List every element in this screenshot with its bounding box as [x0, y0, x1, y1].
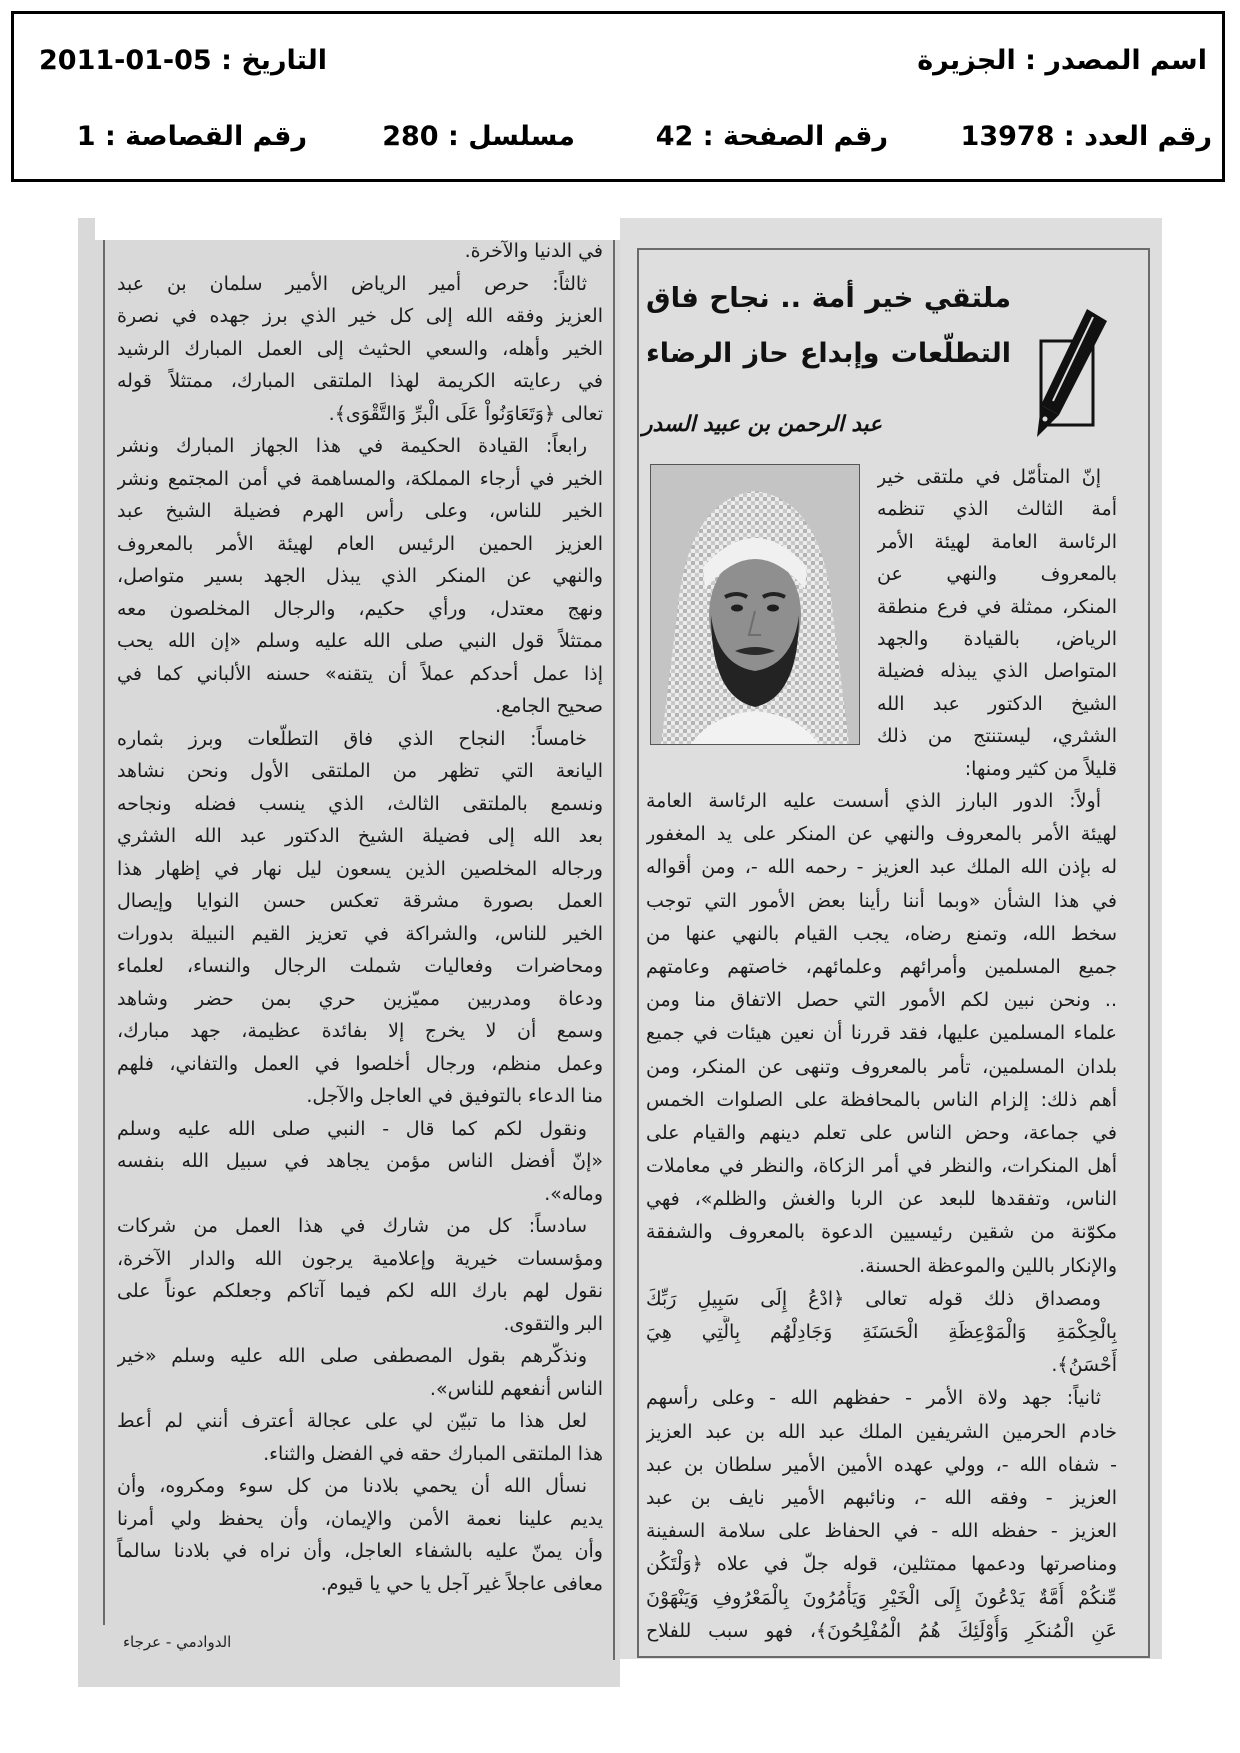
article-line: ودعاة ومدربين مميّزين حري بمن حضر وشاهد — [117, 987, 603, 1010]
article-line: العزيز - وفقه الله -، ونائبهم الأمير نايف بن عبد — [646, 1486, 1117, 1509]
article-line: علماء المسلمين عليها، فقد قررنا أن نعين هيئات في جميع — [646, 1022, 1117, 1045]
article-line: خادم الحرمين الشريفين الملك عبد الله بن عبد العزيز — [646, 1420, 1117, 1443]
article-line: مِّنكُمْ أُمَّةٌ يَدْعُونَ إِلَى الْخَيْرِ وَيَأْمُرُونَ بِالْمَعْرُوفِ وَيَنْهَوْنَ — [646, 1586, 1117, 1609]
article-line: العمل بصورة مشرقة تعكس حسن النوايا وإيصال — [117, 890, 603, 912]
field-separator: : — [447, 121, 459, 152]
article-line: ونقول لكم كما قال - النبي صلى الله عليه وسلم — [117, 1117, 587, 1140]
article-signature: الدوادمي - عرجاء — [123, 1633, 232, 1651]
article-left-column — [117, 235, 603, 1600]
article-line: أمة الثالث الذي تنظمه — [877, 498, 1117, 521]
article-line: ونسمع بالملتقى الثالث، الذي ينسب فضله ونجاحه — [117, 792, 603, 815]
article-line: ونذكّرهم بقول المصطفى صلى الله عليه وسلم «خير — [117, 1345, 587, 1367]
article-line: والإنكار باللين والموعظة الحسنة. — [859, 1254, 1117, 1277]
article-paragraph — [877, 461, 1117, 785]
article-intro-column — [877, 461, 1117, 785]
issue-value: 13978 — [960, 121, 1055, 152]
clipping-field — [77, 121, 307, 153]
article-line: ومناصرتها ودعمها ممتثلين، قوله جلّ في علاه ﴿وَلْتَكُن — [646, 1553, 1117, 1576]
field-separator: : — [104, 121, 116, 152]
source-label: اسم المصدر — [1045, 45, 1207, 76]
field-separator: : — [1063, 121, 1075, 152]
article-line: أولاً: الدور البارز الذي أسست عليه الرئاسة العامة — [646, 790, 1101, 812]
article-line: الخير وأهله، والسعي الحثيث إلى العمل المبارك الرشيد — [117, 337, 603, 360]
article-line: العزيز وفقه الله إلى كل خير الذي برز جهده في نصرة — [117, 305, 603, 327]
article-line: يديم علينا نعمة الأمن والإيمان، وأن يحفظ ولي أمرنا — [117, 1507, 603, 1530]
article-line: ثانياً: جهد ولاة الأمر - حفظهم الله - وعلى رأسهم — [646, 1387, 1101, 1410]
article-line: اليانعة التي تظهر من الملتقى الأول ونحن نشاهد — [117, 760, 603, 782]
article-paragraph — [117, 268, 603, 431]
article-line: الناس أنفعهم للناس». — [429, 1377, 603, 1400]
article-line: في الدنيا والآخرة. — [464, 240, 603, 262]
article-line: وأن يمنّ عليه بالشفاء العاجل، وأن نراه في بلادنا سالماً — [117, 1540, 603, 1562]
article-line: ثالثاً: حرص أمير الرياض الأمير سلمان بن عبد — [117, 272, 587, 295]
article-line: في هذا الشأن «وبما أننا رأينا بعض الأمور التي توجب — [646, 889, 1117, 912]
article-line: الخير في أرجاء المملكة، والمساهمة في أمن المجتمع ونشر — [117, 467, 603, 490]
article-line: قليلاً من كثير ومنها: — [964, 757, 1117, 780]
article-paragraph — [117, 723, 603, 1113]
article-line: «إنّ أفضل الناس مؤمن يجاهد في سبيل الله بنفسه — [117, 1150, 603, 1172]
article-line: منا الدعاء بالتوفيق في العاجل والآجل. — [306, 1085, 603, 1107]
article-line: وعمل منظم، ورجال أخلصوا في العمل والتفاني، فلهم — [117, 1052, 603, 1075]
article-line: رابعاً: القيادة الحكيمة في هذا الجهاز المبارك ونشر — [117, 435, 587, 457]
article-line: الخير للناس، وعلى رأس الهرم فضيلة الشيخ عبد — [117, 500, 603, 522]
article-line: له بإذن الله الملك عبد العزيز - رحمه الله -، ومن أقواله — [646, 856, 1117, 879]
article-author: عبد الرحمن بن عبيد السدر — [642, 412, 882, 437]
article-paragraph — [117, 1470, 603, 1600]
article-line: البر والتقوى. — [503, 1312, 603, 1335]
article-paragraph — [117, 1405, 603, 1470]
article-paragraph — [117, 235, 603, 268]
article-line: بعد الله إلى فضيلة الشيخ الدكتور عبد الله الشثري — [117, 825, 603, 847]
article-line: ومؤسسات خيرية وإعلامية يرجون الله والدار الآخرة، — [117, 1247, 603, 1270]
article-line: وماله». — [544, 1182, 603, 1205]
issue-field — [961, 121, 1212, 153]
article-line: الرياض، بالقيادة والجهد — [877, 627, 1117, 650]
article-title-line-1: ملتقي خير أمة .. نجاح فاق — [646, 282, 1011, 314]
serial-value: 280 — [382, 121, 439, 152]
article-paragraph — [117, 430, 603, 723]
article-line: صحيح الجامع. — [495, 695, 603, 717]
article-line: المنكر، ممثلة في فرع منطقة — [877, 595, 1117, 618]
article-line: ورجاله المخلصين الذين يسعون ليل نهار في إظهار هذا — [117, 857, 603, 880]
article-line: العزيز الحمين الرئيس العام لهيئة الأمر بالمعروف — [117, 532, 603, 555]
serial-label: مسلسل — [468, 121, 575, 152]
article-line: في جماعة، وحض الناس على تعلم دينهم والقيام على — [646, 1121, 1117, 1144]
article-right-column — [646, 785, 1117, 1648]
serial-field — [382, 121, 575, 153]
article-line: الخير للناس، والشراكة في تعزيز القيم النبيلة بدورات — [117, 922, 603, 945]
article-line: أهم ذلك: إلزام الناس بالمحافظة على الصلوات الخمس — [646, 1088, 1117, 1111]
article-line: ممتثلاً قول النبي صلى الله عليه وسلم «إن الله يحب — [117, 630, 603, 652]
column-rule-middle — [613, 240, 615, 1660]
clipping-value: 1 — [76, 121, 96, 152]
article-line: سخط الله، وتمنع رضاه، يجب القيام بالنهي عنها من — [646, 922, 1117, 945]
article-line: إذا عمل أحدكم عملاً أن يتقنه» حسنه الألباني كما في — [117, 662, 603, 685]
source-value: الجزيرة — [917, 45, 1016, 76]
article-title-line-2: التطلّعات وإبداع حاز الرضاء — [646, 338, 1011, 369]
date-value: 2011-01-05 — [39, 45, 212, 76]
article-line: وسمع أن لا يخرج إلا بفائدة عظيمة، جهد مبارك، — [117, 1020, 603, 1042]
clipping-label: رقم القصاصة — [125, 121, 307, 152]
date-field — [39, 45, 327, 77]
article-line: الشثري، ليستنتج من ذلك — [877, 725, 1117, 748]
article-line: نسأل الله أن يحمي بلادنا من كل سوء ومكروه، وأن — [117, 1475, 587, 1497]
article-line: في رعايته الكريمة لهذا الملتقى المبارك، ممتثلاً قوله — [117, 370, 603, 392]
page-value: 42 — [655, 121, 694, 152]
article-line: ومحاضرات وفعاليات شملت الرجال والنساء، لعلماء — [117, 955, 603, 977]
article-paragraph — [646, 1382, 1117, 1648]
article-line: عَنِ الْمُنكَرِ وَأُوْلَئِكَ هُمُ الْمُفْلِحُونَ﴾، فهو سبب للفلاح — [646, 1619, 1117, 1642]
article-line: العزيز - حفظه الله - في الحفاظ على سلامة السفينة — [646, 1520, 1117, 1543]
article-line: نقول لهم بارك الله لكم فيما آتاكم وجعلكم عوناً على — [117, 1280, 603, 1302]
article-line: المتواصل الذي يبذله فضيلة — [877, 660, 1117, 683]
article-line: خامساً: النجاح الذي فاق التطلّعات وبرز بثماره — [117, 727, 587, 750]
article-line: ومصداق ذلك قوله تعالى ﴿ادْعُ إِلَى سَبِيلِ رَبِّكَ — [646, 1287, 1101, 1310]
article-line: الشيخ الدكتور عبد الله — [877, 692, 1117, 715]
issue-label: رقم العدد — [1084, 121, 1212, 152]
author-photo — [650, 464, 860, 745]
article-line: - شفاه الله -، وولي عهده الأمين الأمير سلطان بن عبد — [646, 1453, 1117, 1476]
article-line: مكوّنة من شقين رئيسيين الدعوة بالمعروف والشفقة — [646, 1221, 1117, 1244]
article-line: الناس، وتفقدها للبعد عن الربا والغش والظلم»، فهي — [646, 1188, 1117, 1211]
page-label: رقم الصفحة — [722, 121, 888, 152]
page-field — [656, 121, 888, 153]
article-line: جميع المسلمين وأمرائهم وعلمائهم، خاصتهم وعامتهم — [646, 955, 1117, 978]
article-line: أهل المنكرات، والنظر في أمر الزكاة، والنظر في معاملات — [646, 1155, 1117, 1178]
source-field — [917, 45, 1207, 77]
article-line: لعل هذا ما تبيّن لي على عجالة أعترف أنني لم أعط — [117, 1410, 587, 1432]
article-line: إنّ المتأمّل في ملتقى خير — [877, 466, 1101, 488]
column-rule-left — [103, 240, 105, 1625]
article-line: تعالى ﴿وَتَعَاوَنُواْ عَلَى الْبرِّ وَالتَّقْوَى﴾. — [328, 402, 603, 425]
field-separator: : — [702, 121, 714, 152]
article-line: هذا الملتقى المبارك حقه في الفضل والثناء. — [263, 1442, 603, 1465]
article-line: سادساً: كل من شارك في هذا العمل من شركات — [117, 1215, 587, 1237]
clipping-metadata-box — [11, 11, 1225, 182]
article-paragraph — [646, 1283, 1117, 1383]
pen-icon — [1027, 307, 1111, 441]
article-line: بلدان المسلمين، تأمر بالمعروف وتنهى عن المنكر، ومن — [646, 1055, 1117, 1078]
article-paragraph — [117, 1340, 603, 1405]
article-line: لهيئة الأمر بالمعروف والنهي عن المنكر على يد المغفور — [646, 823, 1117, 846]
article-paragraph — [646, 785, 1117, 1283]
article-line: أَحْسَنُ﴾. — [1051, 1354, 1117, 1377]
field-separator: : — [1025, 45, 1036, 76]
article-line: .. ونحن نبين لكم الأمور التي حصل الاتفاق منا ومن — [646, 989, 1117, 1012]
date-label: التاريخ — [241, 45, 328, 76]
article-paragraph — [117, 1210, 603, 1340]
article-line: معافى عاجلاً غير آجل يا حي يا قيوم. — [320, 1572, 603, 1595]
field-separator: : — [221, 45, 232, 76]
article-line: الرئاسة العامة لهيئة الأمر — [877, 530, 1117, 553]
article-line: بِالْحِكْمَةِ وَالْمَوْعِظَةِ الْحَسَنَةِ وَجَادِلْهُم بِالَّتِي هِيَ — [646, 1321, 1117, 1343]
article-line: ونهج معتدل، ورأي حكيم، والرجال المخلصون معه — [117, 597, 603, 620]
article-line: والنهي عن المنكر الذي يبذل الجهد بسير متواصل، — [117, 565, 603, 587]
article-line: بالمعروف والنهي عن — [877, 563, 1117, 586]
article-paragraph — [117, 1113, 603, 1211]
